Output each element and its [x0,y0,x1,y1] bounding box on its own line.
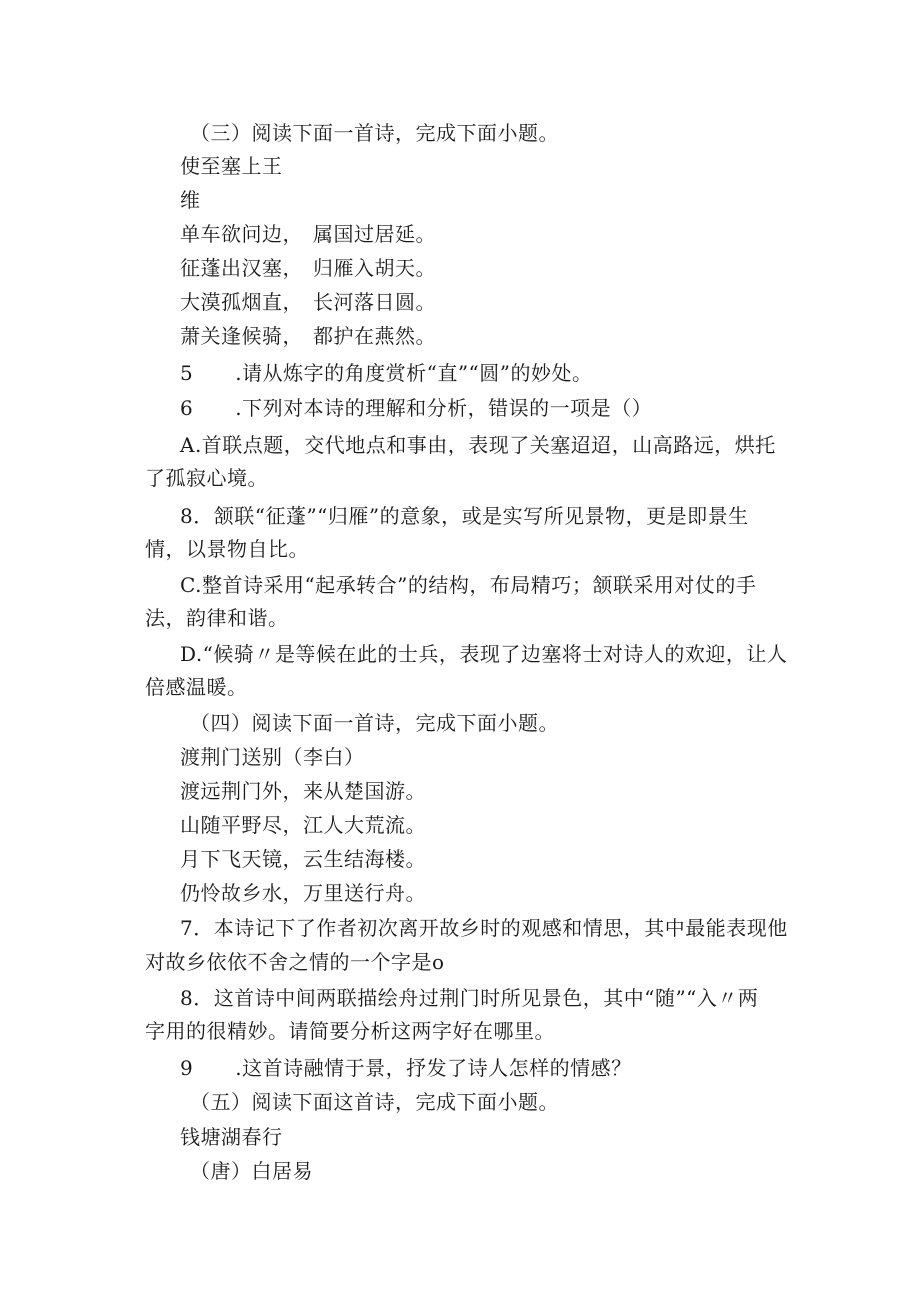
question-9 [180,1055,632,1081]
poem4-line-1: 渡远荆门外，来从楚国游。 [180,779,426,803]
question-5-text: .请从炼字的角度赏析“直”“圆”的妙处。 [235,361,593,385]
poem4-title: 渡荆门送别（李白） [180,745,365,769]
option-b-line2: 情，以景物自比。 [145,537,309,561]
poem3-line-1a: 单车欲问边， [180,222,303,246]
option-a-line1: A.首联点题，交代地点和事由，表现了关塞迢迢，山高路远，烘托 [180,433,776,457]
question-9-text: .这首诗融情于景，抒发了诗人怎样的情感？ [235,1056,632,1080]
question-6-text: .下列对本诗的理解和分析，错误的一项是（） [235,396,653,420]
poem3-line-2b: 归雁入胡天。 [313,256,436,280]
poem3-line-3 [180,289,436,315]
poem4-line-3: 月下飞天镜，云生结海楼。 [180,847,426,871]
question-7-line1: 7．本诗记下了作者初次离开故乡时的观感和情思，其中最能表现他 [180,916,788,940]
section3-heading: （三）阅读下面一首诗，完成下面小题。 [190,121,559,145]
poem4-line-2: 山随平野尽，江人大荒流。 [180,813,426,837]
section5-heading: （五）阅读下面这首诗，完成下面小题。 [190,1090,559,1114]
poem5-author: （唐）白居易 [190,1159,313,1183]
poem3-title: 使至塞上王 [180,154,283,178]
option-a-line2: 了孤寂心境。 [145,466,268,490]
section4-heading: （四）阅读下面一首诗，完成下面小题。 [190,711,559,735]
poem3-line-4b: 都护在燕然。 [313,324,436,348]
question-5-number: 5 [180,361,194,385]
poem5-title: 钱塘湖春行 [180,1125,283,1149]
question-5 [180,360,593,386]
poem3-line-1b: 属国过居延。 [313,222,436,246]
poem3-line-4a: 萧关逢候骑， [180,324,303,348]
option-d-line1: D.“候骑〃是等候在此的士兵，表现了边塞将士对诗人的欢迎，让人 [180,642,788,666]
option-c-line1: C.整首诗采用“起承转合”的结构，布局精巧；颔联采用对仗的手 [180,573,757,597]
poem3-line-1 [180,221,436,247]
option-c-line2: 法，韵律和谐。 [145,606,289,630]
question-9-number: 9 [180,1056,194,1080]
option-d-line2: 倍感温暖。 [145,675,248,699]
question-8-line1: 8．这首诗中间两联描绘舟过荆门时所见景色，其中“随”“入〃两 [180,986,759,1010]
question-7-line2: 对故乡依依不舍之情的一个字是o [145,950,445,974]
poem3-line-2 [180,255,436,281]
poem4-line-4: 仍怜故乡水，万里送行舟。 [180,881,426,905]
question-8-line2: 字用的很精妙。请简要分析这两字好在哪里。 [145,1019,555,1043]
poem3-line-3a: 大漠孤烟直， [180,290,303,314]
question-6-number: 6 [180,396,194,420]
poem3-line-2a: 征蓬出汉塞， [180,256,303,280]
poem3-line-4 [180,323,436,349]
option-b-line1: 8．颔联“征蓬”“归雁”的意象，或是实写所见景物，更是即景生 [180,504,749,528]
poem3-title-cont: 维 [180,188,201,212]
question-6 [180,395,652,421]
poem3-line-3b: 长河落日圆。 [313,290,436,314]
